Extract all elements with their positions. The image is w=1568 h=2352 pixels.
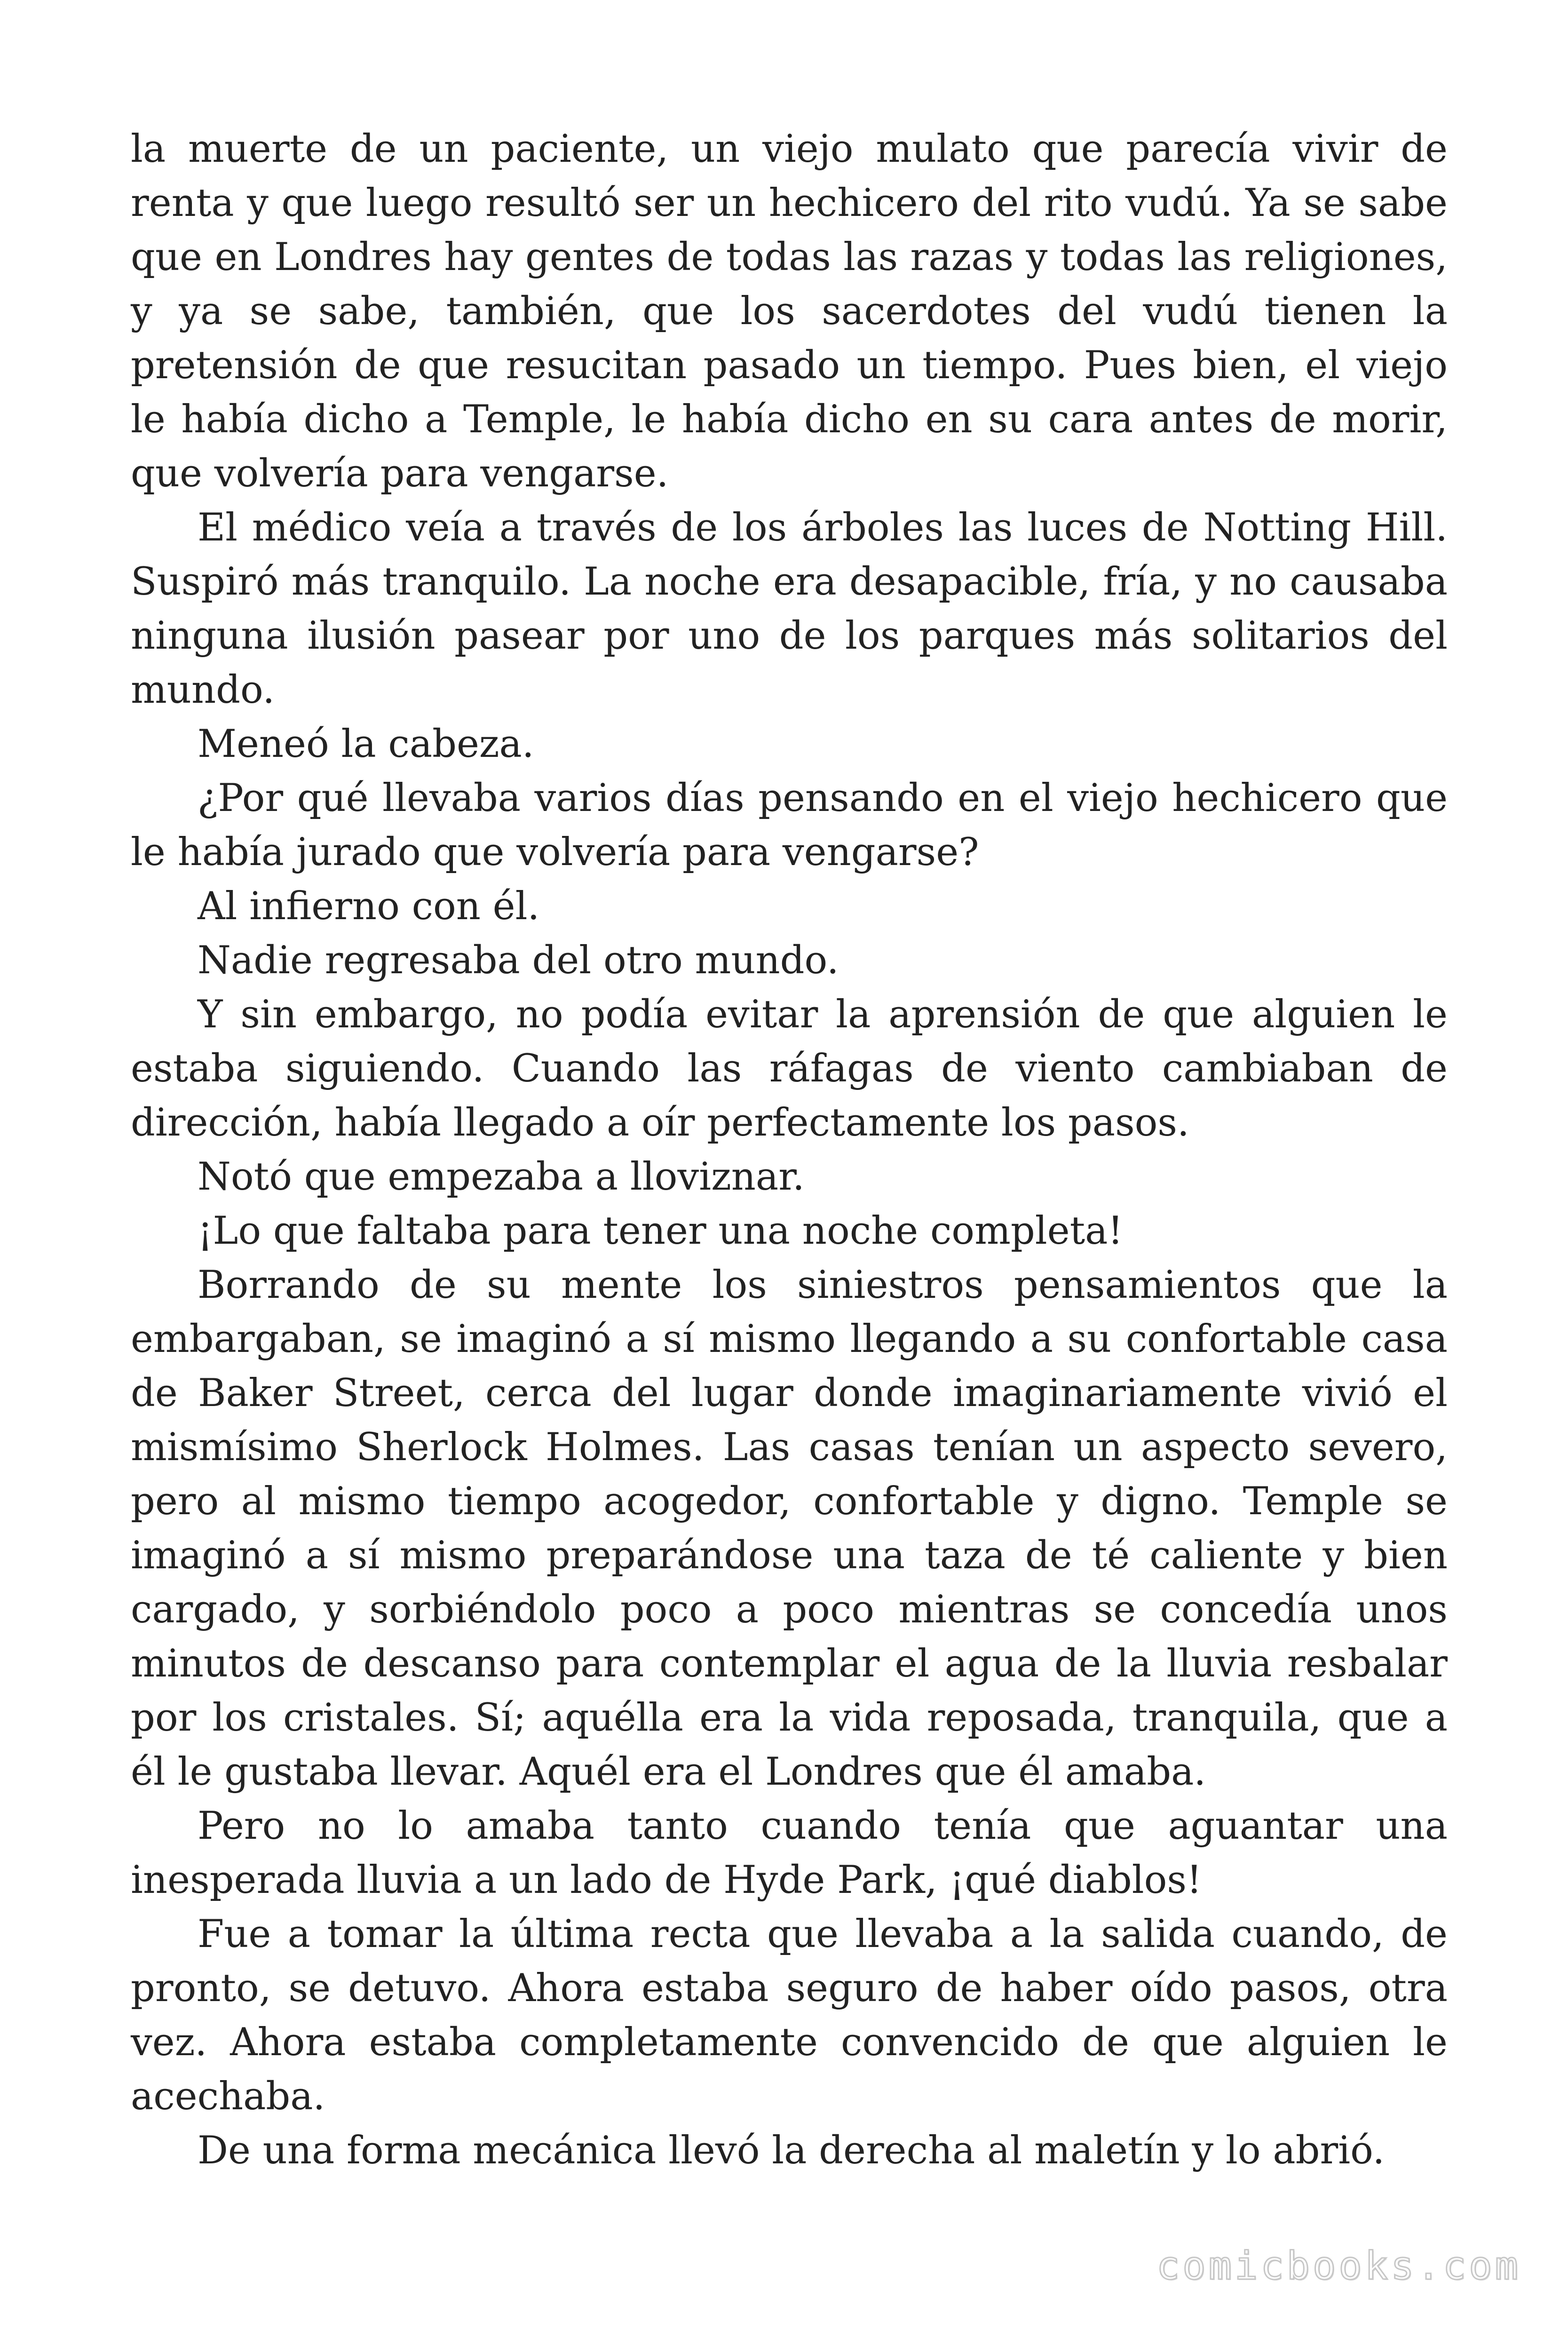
- paragraph: Y sin embargo, no podía evitar la aprensión de que alguien le estaba siguiendo. Cuando las ráfagas de viento cambiaban de dirección, había llegado a oír perfectamente los pasos.: [131, 993, 1448, 1145]
- watermark-text: comicbooks.com: [1156, 2244, 1521, 2288]
- paragraph: Nadie regresaba del otro mundo.: [198, 938, 839, 983]
- book-page-text: [131, 122, 1448, 2178]
- paragraph: Al infierno con él.: [198, 884, 540, 929]
- paragraph-continuation: la muerte de un paciente, un viejo mulato que parecía vivir de renta y que luego resultó ser un hechicero del rito vudú. Ya se sabe que en Londres hay gentes de todas las razas y todas las religiones, y ya se sabe, también, que los sacerdotes del vudú tienen la pretensión de que resucitan pasado un tiempo. Pues bien, el viejo le había dicho a Temple, le había dicho en su cara antes de morir, que volvería para vengarse.: [131, 127, 1448, 496]
- paragraph: Fue a tomar la última recta que llevaba a la salida cuando, de pronto, se detuvo. Ahora estaba seguro de haber oído pasos, otra vez. Ahora estaba completamente convencido de que alguien le acechaba.: [131, 1912, 1448, 2119]
- paragraph: El médico veía a través de los árboles las luces de Notting Hill. Suspiró más tranquilo. La noche era desapacible, fría, y no causaba ninguna ilusión pasear por uno de los parques más solitarios del mundo.: [131, 506, 1448, 712]
- paragraph: Pero no lo amaba tanto cuando tenía que aguantar una inesperada lluvia a un lado de Hyde Park, ¡qué diablos!: [131, 1804, 1448, 1902]
- paragraph: Notó que empezaba a lloviznar.: [198, 1155, 805, 1199]
- paragraph: Borrando de su mente los siniestros pensamientos que la embargaban, se imaginó a sí mismo llegando a su confortable casa de Baker Street, cerca del lugar donde imaginariamente vivió el mismísimo Sherlock Holmes. Las casas tenían un aspecto severo, pero al mismo tiempo acogedor, confortable y digno. Temple se imaginó a sí mismo preparándose una taza de té caliente y bien cargado, y sorbiéndolo poco a poco mientras se concedía unos minutos de descanso para contemplar el agua de la lluvia resbalar por los cristales. Sí; aquélla era la vida reposada, tranquila, que a él le gustaba llevar. Aquél era el Londres que él amaba.: [131, 1263, 1448, 1794]
- paragraph: De una forma mecánica llevó la derecha al maletín y lo abrió.: [198, 2129, 1385, 2173]
- paragraph: ¿Por qué llevaba varios días pensando en el viejo hechicero que le había jurado que volvería para vengarse?: [131, 776, 1448, 874]
- paragraph: Meneó la cabeza.: [198, 722, 534, 766]
- paragraph: ¡Lo que faltaba para tener una noche completa!: [198, 1209, 1123, 1253]
